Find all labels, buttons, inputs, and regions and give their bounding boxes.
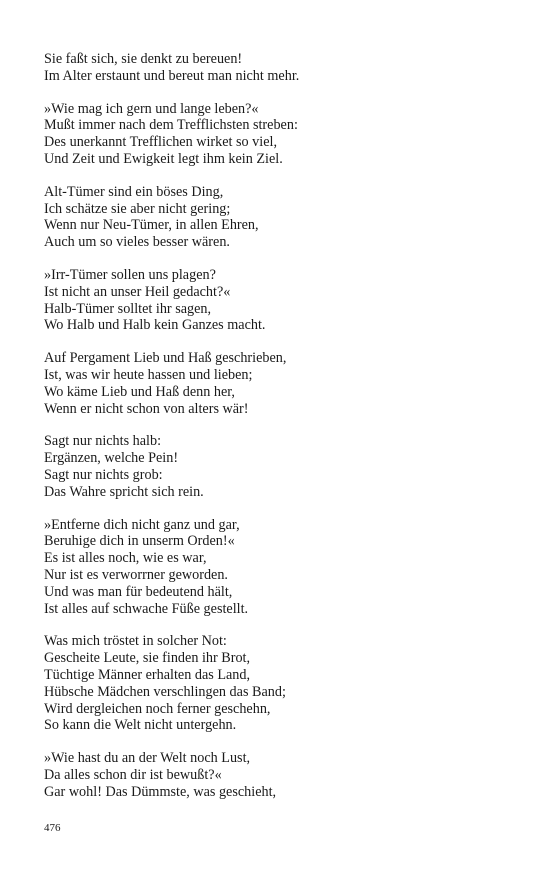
stanza-9 — [44, 750, 514, 800]
verse-line: Auch um so vieles besser wären. — [44, 234, 230, 251]
verse-line: Sagt nur nichts grob: — [44, 466, 163, 483]
verse-line: »Entferne dich nicht ganz und gar, — [44, 516, 240, 533]
verse-line: Ist nicht an unser Heil gedacht?« — [44, 283, 231, 300]
verse-line: »Wie mag ich gern und lange leben?« — [44, 100, 259, 117]
stanza-5 — [44, 350, 514, 417]
stanza-3 — [44, 184, 514, 251]
verse-line: Nur ist es verworrner geworden. — [44, 566, 228, 583]
page-number: 476 — [44, 822, 61, 834]
verse-line: Wo Halb und Halb kein Ganzes macht. — [44, 317, 266, 334]
verse-line: Auf Pergament Lieb und Haß geschrieben, — [44, 350, 287, 367]
verse-line: Gar wohl! Das Dümmste, was geschieht, — [44, 783, 277, 800]
verse-line: Sie faßt sich, sie denkt zu bereuen! — [44, 51, 243, 67]
verse-line: Da alles schon dir ist bewußt?« — [44, 766, 222, 783]
verse-line: Beruhige dich in unserm Orden!« — [44, 533, 235, 550]
verse-line: Ist, was wir heute hassen und lieben; — [44, 366, 253, 383]
verse-line: Und Zeit und Ewigkeit legt ihm kein Ziel. — [44, 150, 283, 167]
verse-line: Wo käme Lieb und Haß denn her, — [44, 383, 235, 400]
verse-line: Des unerkannt Trefflichen wirket so viel, — [44, 134, 277, 151]
verse-line: Und was man für bedeutend hält, — [44, 583, 233, 600]
verse-line: »Wie hast du an der Welt noch Lust, — [44, 750, 251, 767]
verse-line: Wird dergleichen noch ferner geschehn, — [44, 700, 271, 717]
verse-line: Sagt nur nichts halb: — [44, 433, 162, 450]
verse-line: Halb-Tümer solltet ihr sagen, — [44, 300, 212, 317]
verse-line: »Irr-Tümer sollen uns plagen? — [44, 266, 216, 283]
verse-line: Ich schätze sie aber nicht gering; — [44, 200, 231, 217]
verse-line: Das Wahre spricht sich rein. — [44, 483, 204, 500]
stanza-2 — [44, 101, 514, 168]
verse-line: So kann die Welt nicht untergehn. — [44, 717, 237, 734]
verse-line: Im Alter erstaunt und bereut man nicht mehr. — [44, 67, 300, 84]
verse-line: Mußt immer nach dem Trefflichsten streben: — [44, 117, 298, 134]
verse-line: Gescheite Leute, sie finden ihr Brot, — [44, 650, 251, 667]
stanza-4 — [44, 267, 514, 334]
stanza-6 — [44, 433, 514, 500]
poem-text — [44, 51, 514, 816]
verse-line: Alt-Tümer sind ein böses Ding, — [44, 183, 224, 200]
verse-line: Ergänzen, welche Pein! — [44, 450, 179, 467]
verse-line: Hübsche Mädchen verschlingen das Band; — [44, 683, 286, 700]
verse-line: Wenn nur Neu-Tümer, in allen Ehren, — [44, 217, 259, 234]
verse-line: Es ist alles noch, wie es war, — [44, 550, 207, 567]
verse-line: Ist alles auf schwache Füße gestellt. — [44, 600, 249, 617]
stanza-1 — [44, 51, 514, 85]
verse-line: Tüchtige Männer erhalten das Land, — [44, 666, 251, 683]
verse-line: Wenn er nicht schon von alters wär! — [44, 400, 249, 417]
verse-line: Was mich tröstet in solcher Not: — [44, 633, 227, 650]
stanza-8 — [44, 633, 514, 734]
stanza-7 — [44, 517, 514, 618]
